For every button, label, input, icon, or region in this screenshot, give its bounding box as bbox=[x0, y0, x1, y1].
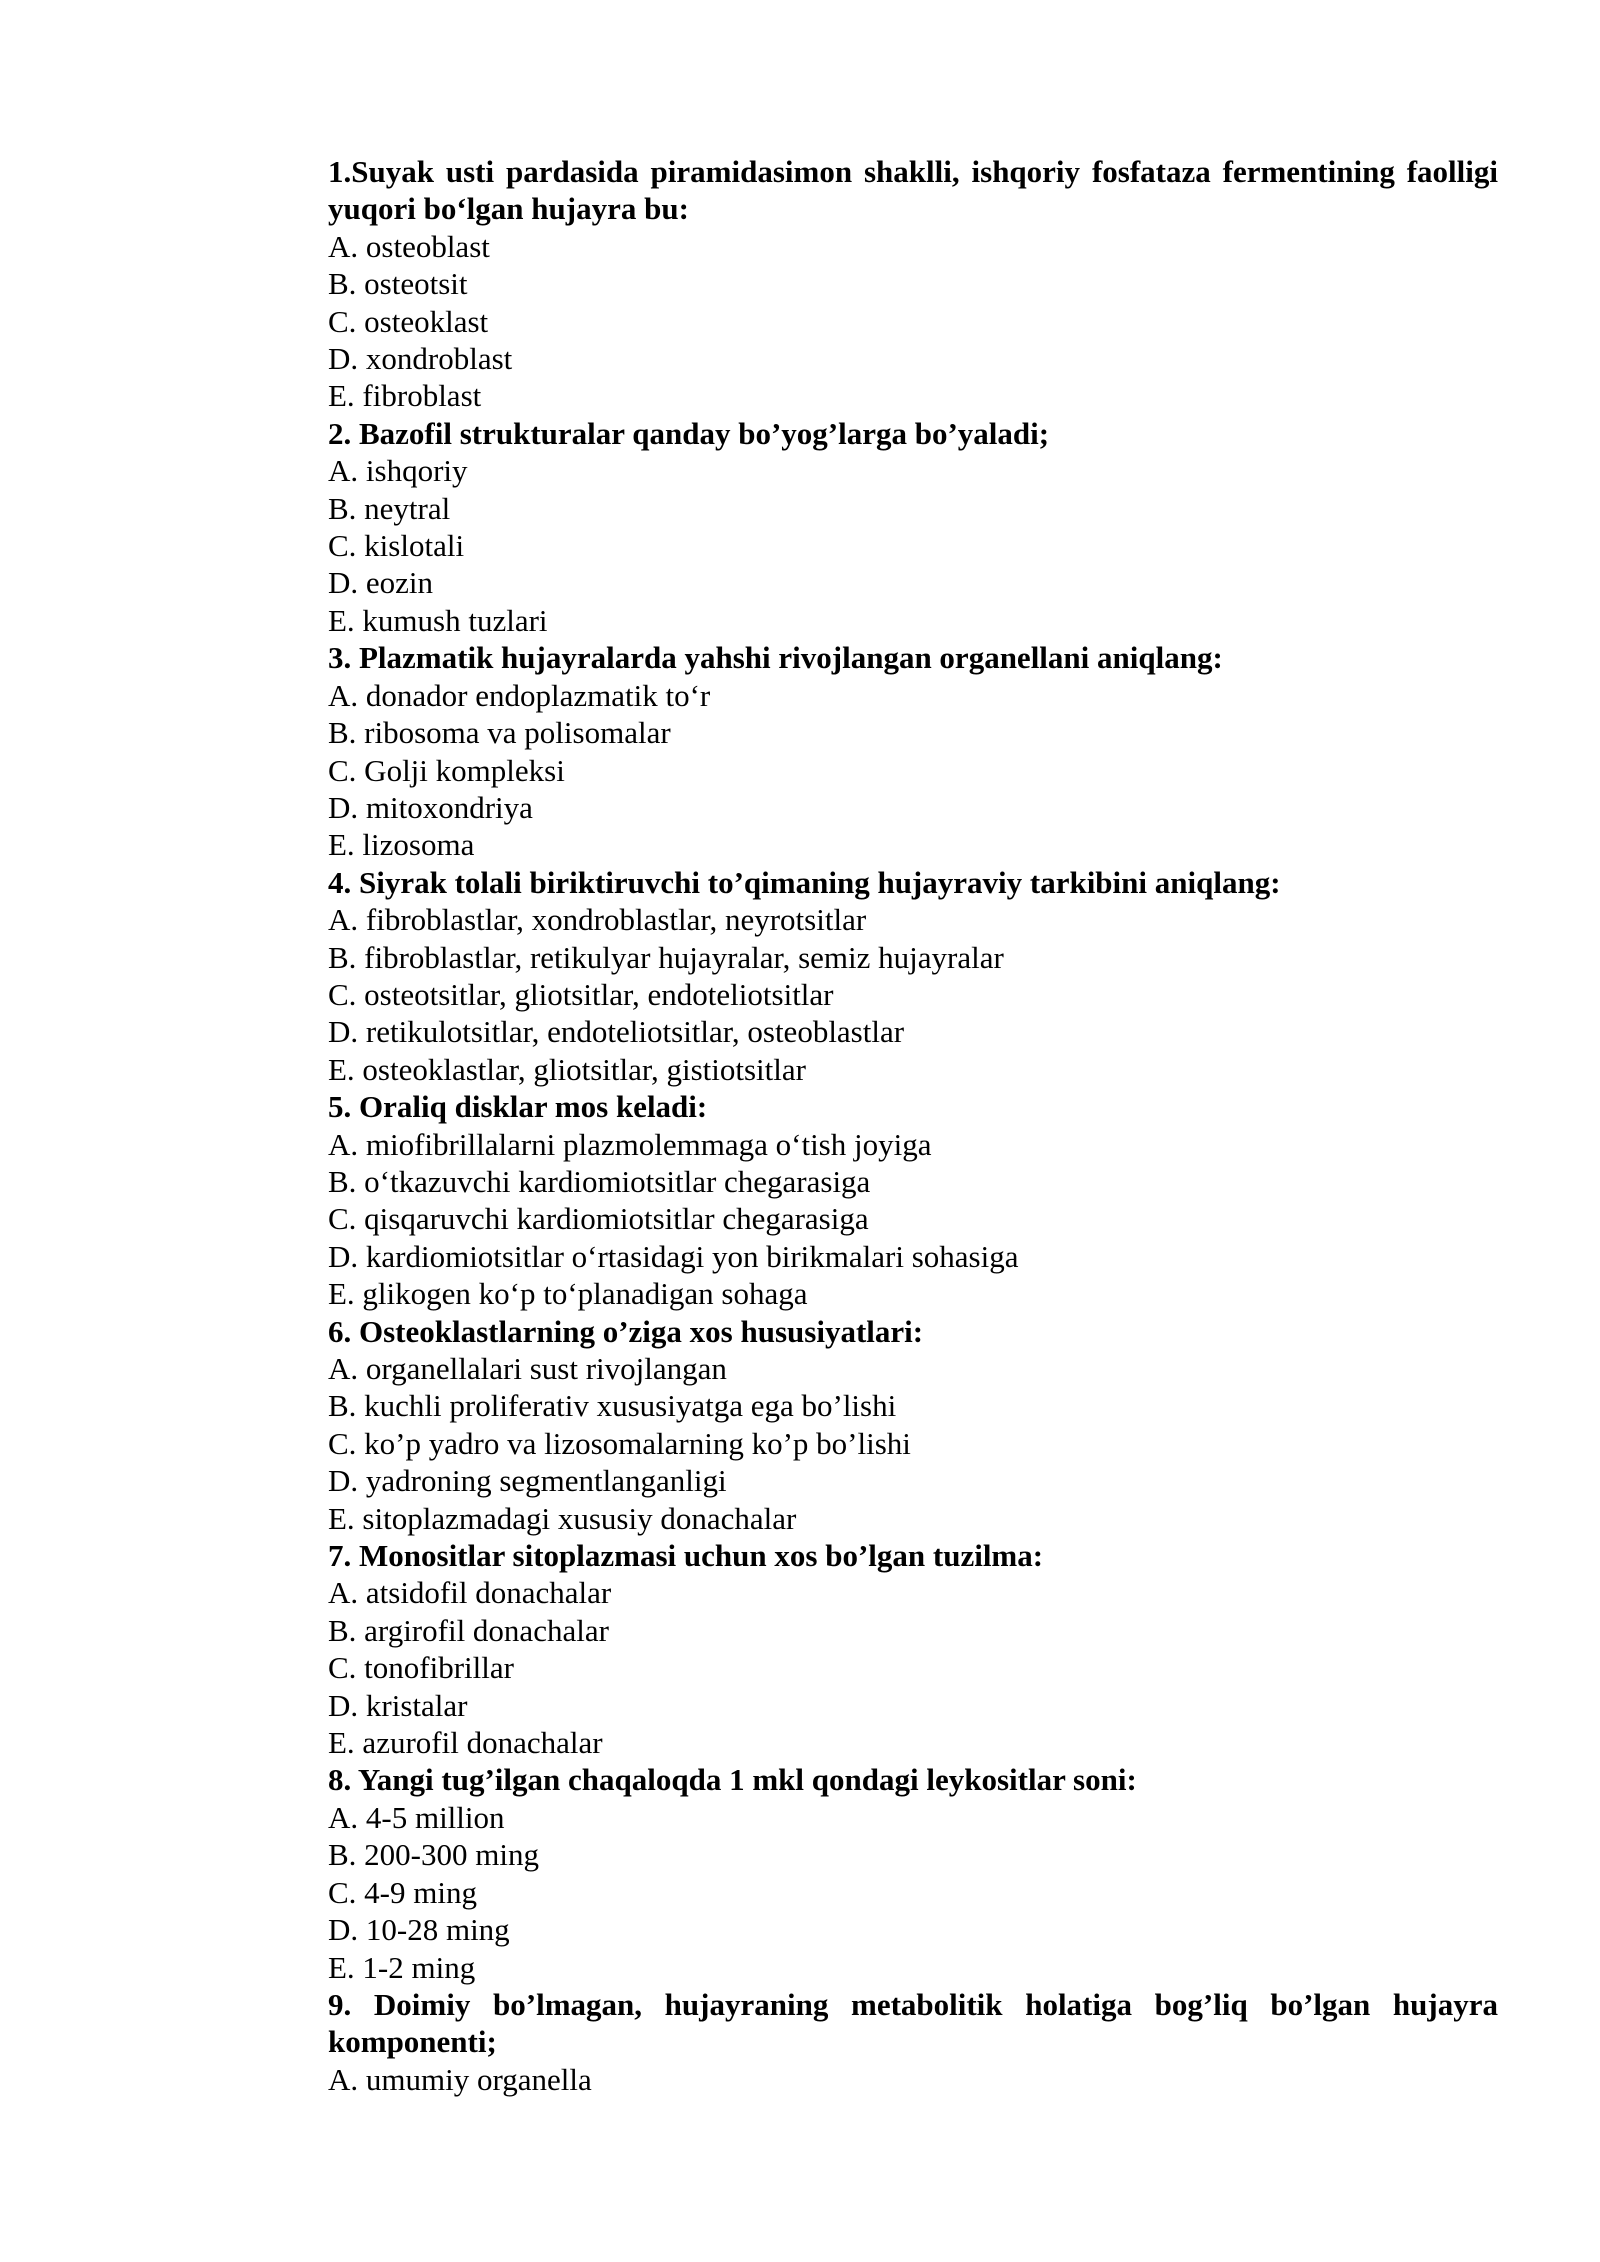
answer-option: B. neytral bbox=[328, 490, 451, 526]
question-text: 7. Monositlar sitoplazmasi uchun xos bo’lgan tuzilma: bbox=[328, 1538, 1044, 1574]
answer-option: C. qisqaruvchi kardiomiotsitlar chegarasiga bbox=[328, 1201, 869, 1237]
answer-option: A. atsidofil donachalar bbox=[328, 1575, 612, 1611]
answer-option: C. Golji kompleksi bbox=[328, 752, 565, 788]
question-4 bbox=[328, 864, 1498, 1088]
answer-option: C. osteoklast bbox=[328, 303, 489, 339]
answer-option: B. osteotsit bbox=[328, 266, 468, 302]
answer-option: B. fibroblastlar, retikulyar hujayralar, semiz hujayralar bbox=[328, 939, 1004, 975]
question-1 bbox=[328, 153, 1498, 415]
question-text: 9. Doimiy bo’lmagan, hujayraning metabolitik holatiga bog’liq bo’lgan hujayra komponenti; bbox=[328, 1986, 1498, 2060]
document-page bbox=[328, 153, 1498, 2098]
answer-option: C. kislotali bbox=[328, 528, 465, 564]
answer-option: A. fibroblastlar, xondroblastlar, neyrotsitlar bbox=[328, 902, 867, 938]
question-text: 6. Osteoklastlarning o’ziga xos hususiyatlari: bbox=[328, 1313, 924, 1349]
question-3 bbox=[328, 639, 1498, 863]
answer-option: B. ribosoma va polisomalar bbox=[328, 715, 671, 751]
answer-option: D. yadroning segmentlanganligi bbox=[328, 1463, 727, 1499]
answer-option: B. 200-300 ming bbox=[328, 1837, 539, 1873]
question-2 bbox=[328, 415, 1498, 639]
answer-option: B. o‘tkazuvchi kardiomiotsitlar chegarasiga bbox=[328, 1163, 871, 1199]
answer-option: D. mitoxondriya bbox=[328, 789, 533, 825]
answer-option: E. azurofil donachalar bbox=[328, 1725, 603, 1761]
question-text: 5. Oraliq disklar mos keladi: bbox=[328, 1089, 708, 1125]
question-9 bbox=[328, 1986, 1498, 2098]
answer-option: B. argirofil donachalar bbox=[328, 1612, 609, 1648]
question-text: 3. Plazmatik hujayralarda yahshi rivojlangan organellani aniqlang: bbox=[328, 640, 1223, 676]
answer-option: E. lizosoma bbox=[328, 827, 475, 863]
answer-option: A. miofibrillalarni plazmolemmaga o‘tish joyiga bbox=[328, 1126, 932, 1162]
answer-option: A. ishqoriy bbox=[328, 453, 468, 489]
answer-option: A. umumiy organella bbox=[328, 2061, 592, 2097]
answer-option: C. tonofibrillar bbox=[328, 1650, 514, 1686]
question-5 bbox=[328, 1088, 1498, 1312]
question-6 bbox=[328, 1313, 1498, 1537]
answer-option: E. sitoplazmadagi xususiy donachalar bbox=[328, 1500, 797, 1536]
answer-option: A. osteoblast bbox=[328, 228, 490, 264]
answer-option: C. osteotsitlar, gliotsitlar, endoteliotsitlar bbox=[328, 976, 834, 1012]
question-text: 4. Siyrak tolali biriktiruvchi to’qimaning hujayraviy tarkibini aniqlang: bbox=[328, 864, 1281, 900]
answer-option: A. 4-5 million bbox=[328, 1799, 505, 1835]
answer-option: E. osteoklastlar, gliotsitlar, gistiotsitlar bbox=[328, 1051, 806, 1087]
answer-option: C. ko’p yadro va lizosomalarning ko’p bo’lishi bbox=[328, 1425, 911, 1461]
answer-option: B. kuchli proliferativ xususiyatga ega bo’lishi bbox=[328, 1388, 897, 1424]
answer-option: D. retikulotsitlar, endoteliotsitlar, osteoblastlar bbox=[328, 1014, 905, 1050]
question-8 bbox=[328, 1761, 1498, 1985]
answer-option: D. 10-28 ming bbox=[328, 1912, 510, 1948]
question-text: 8. Yangi tug’ilgan chaqaloqda 1 mkl qondagi leykositlar soni: bbox=[328, 1762, 1137, 1798]
question-7 bbox=[328, 1537, 1498, 1761]
answer-option: D. xondroblast bbox=[328, 341, 513, 377]
question-text: 2. Bazofil strukturalar qanday bo’yog’larga bo’yaladi; bbox=[328, 415, 1050, 451]
answer-option: D. kristalar bbox=[328, 1687, 468, 1723]
answer-option: E. fibroblast bbox=[328, 378, 482, 414]
answer-option: A. donador endoplazmatik to‘r bbox=[328, 677, 711, 713]
answer-option: A. organellalari sust rivojlangan bbox=[328, 1351, 727, 1386]
answer-option: E. glikogen ko‘p to‘planadigan sohaga bbox=[328, 1276, 808, 1312]
answer-option: E. 1-2 ming bbox=[328, 1949, 476, 1985]
answer-option: E. kumush tuzlari bbox=[328, 602, 548, 638]
answer-option: C. 4-9 ming bbox=[328, 1874, 477, 1910]
answer-option: D. kardiomiotsitlar o‘rtasidagi yon birikmalari sohasiga bbox=[328, 1238, 1019, 1274]
answer-option: D. eozin bbox=[328, 565, 434, 601]
question-text: 1.Suyak usti pardasida piramidasimon shaklli, ishqoriy fosfataza fermentining faolligi yuqori bo‘lgan hujayra bu: bbox=[328, 154, 1498, 227]
